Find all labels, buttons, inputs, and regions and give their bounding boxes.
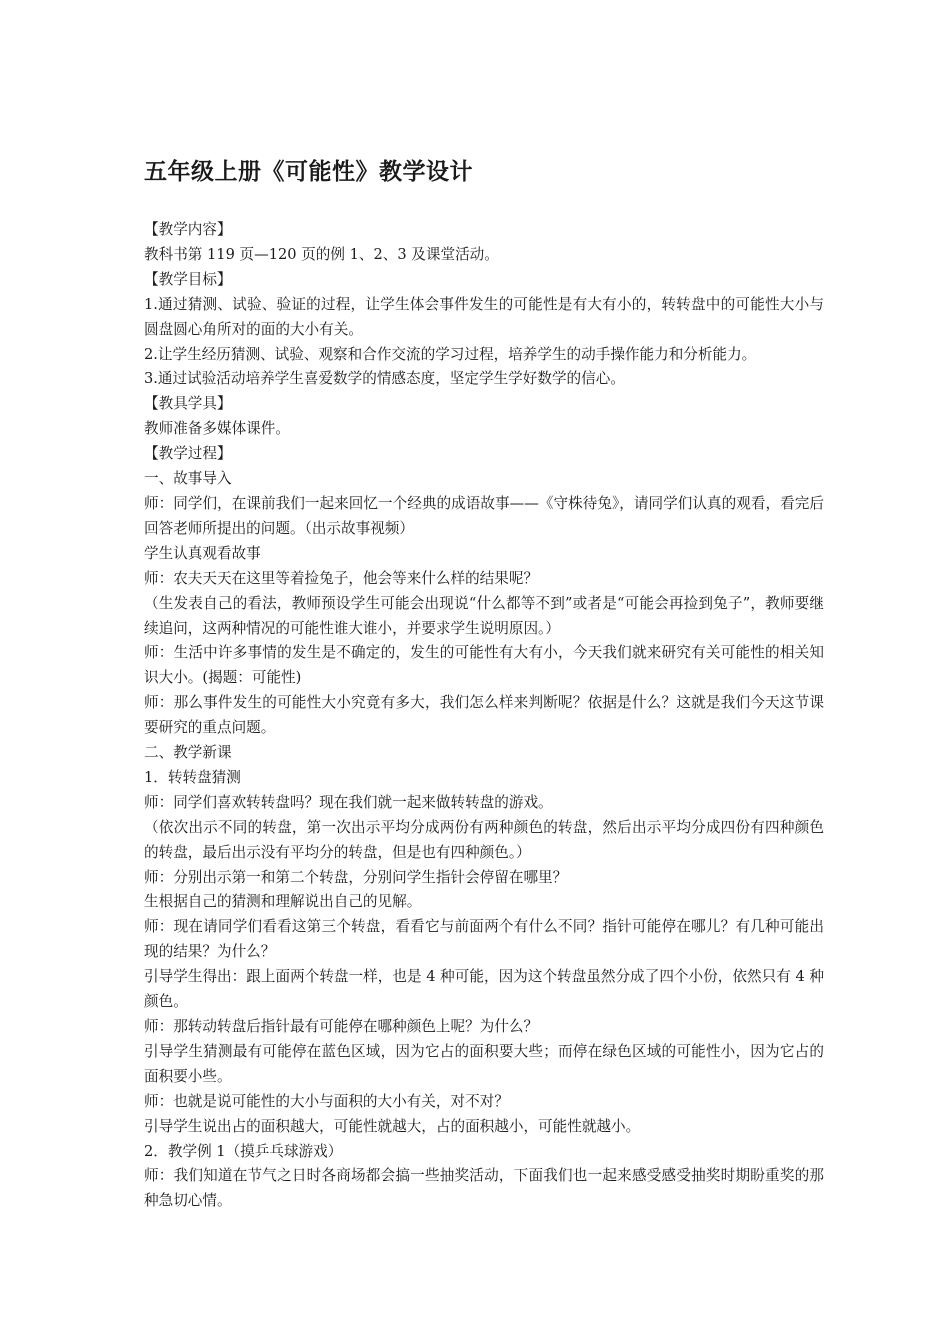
subheading: 二、教学新课 xyxy=(144,744,232,762)
section-heading-content: 【教学内容】 xyxy=(144,221,232,238)
paragraph: 学生认真观看故事 xyxy=(144,544,261,562)
section-heading-goals: 【教学目标】 xyxy=(144,270,232,288)
paragraph: 师：同学们喜欢转转盘吗？现在我们就一起来做转转盘的游戏。 xyxy=(144,793,553,811)
document-body xyxy=(144,218,824,1214)
paragraph: 引导学生说出占的面积越大，可能性就越大，占的面积越小，可能性就越小。 xyxy=(144,1117,641,1135)
paragraph: 师：也就是说可能性的大小与面积的大小有关，对不对？ xyxy=(144,1092,509,1110)
paragraph: 1.通过猜测、试验、验证的过程，让学生体会事件发生的可能性是有大有小的，转转盘中的可能性大小与圆盘圆心角所对的面的大小有关。 xyxy=(144,295,824,338)
document-page xyxy=(144,150,824,1214)
subheading: 一、故事导入 xyxy=(144,470,232,488)
document-title: 五年级上册《可能性》教学设计 xyxy=(144,159,473,185)
paragraph: 教师准备多媒体课件。 xyxy=(144,420,290,438)
paragraph: 师：生活中许多事情的发生是不确定的，发生的可能性有大有小，今天我们就来研究有关可能性的相关知识大小。(揭题：可能性) xyxy=(144,644,824,687)
paragraph: 师：我们知道在节气之日时各商场都会搞一些抽奖活动，下面我们也一起来感受感受抽奖时期盼重奖的那种急切心情。 xyxy=(144,1167,824,1210)
paragraph: 引导学生猜测最有可能停在蓝色区域，因为它占的面积要大些；而停在绿色区域的可能性小，因为它占的面积要小些。 xyxy=(144,1042,824,1085)
paragraph: 教科书第 119 页—120 页的例 1、2、3 及课堂活动。 xyxy=(144,245,499,263)
paragraph: （依次出示不同的转盘，第一次出示平均分成两份有两种颜色的转盘，然后出示平均分成四份有四种颜色的转盘，最后出示没有平均分的转盘，但是也有四种颜色。） xyxy=(144,818,824,861)
paragraph: 师：那么事件发生的可能性大小究竟有多大，我们怎么样来判断呢？依据是什么？这就是我们今天这节课要研究的重点问题。 xyxy=(144,694,824,737)
section-heading-tools: 【教具学具】 xyxy=(144,395,232,413)
paragraph: 师：同学们，在课前我们一起来回忆一个经典的成语故事——《守株待兔》，请同学们认真的观看，看完后回答老师所提出的问题。（出示故事视频） xyxy=(144,494,824,537)
subheading: 2．教学例 1（摸乒乓球游戏） xyxy=(144,1142,343,1160)
paragraph: 师：那转动转盘后指针最有可能停在哪种颜色上呢？为什么？ xyxy=(144,1018,539,1035)
paragraph: 引导学生得出：跟上面两个转盘一样，也是 4 种可能，因为这个转盘虽然分成了四个小份，依然只有 4 种颜色。 xyxy=(144,968,824,1011)
subheading: 1．转转盘猜测 xyxy=(144,768,241,786)
paragraph: 2.让学生经历猜测、试验、观察和合作交流的学习过程，培养学生的动手操作能力和分析能力。 xyxy=(144,345,757,363)
paragraph: 3.通过试验活动培养学生喜爱数学的情感态度，坚定学生学好数学的信心。 xyxy=(144,370,625,388)
paragraph: 师：分别出示第一和第二个转盘，分别问学生指针会停留在哪里？ xyxy=(144,868,568,886)
paragraph: （生发表自己的看法，教师预设学生可能会出现说“什么都等不到”或者是“可能会再捡到兔子”，教师要继续追问，这两种情况的可能性谁大谁小，并要求学生说明原因。） xyxy=(144,594,824,637)
paragraph: 生根据自己的猜测和理解说出自己的见解。 xyxy=(144,893,422,911)
paragraph: 师：现在请同学们看看这第三个转盘，看看它与前面两个有什么不同？指针可能停在哪儿？有几种可能出现的结果？为什么？ xyxy=(144,918,824,961)
section-heading-process: 【教学过程】 xyxy=(144,445,232,463)
paragraph: 师：农夫天天在这里等着捡兔子，他会等来什么样的结果呢？ xyxy=(144,569,539,587)
